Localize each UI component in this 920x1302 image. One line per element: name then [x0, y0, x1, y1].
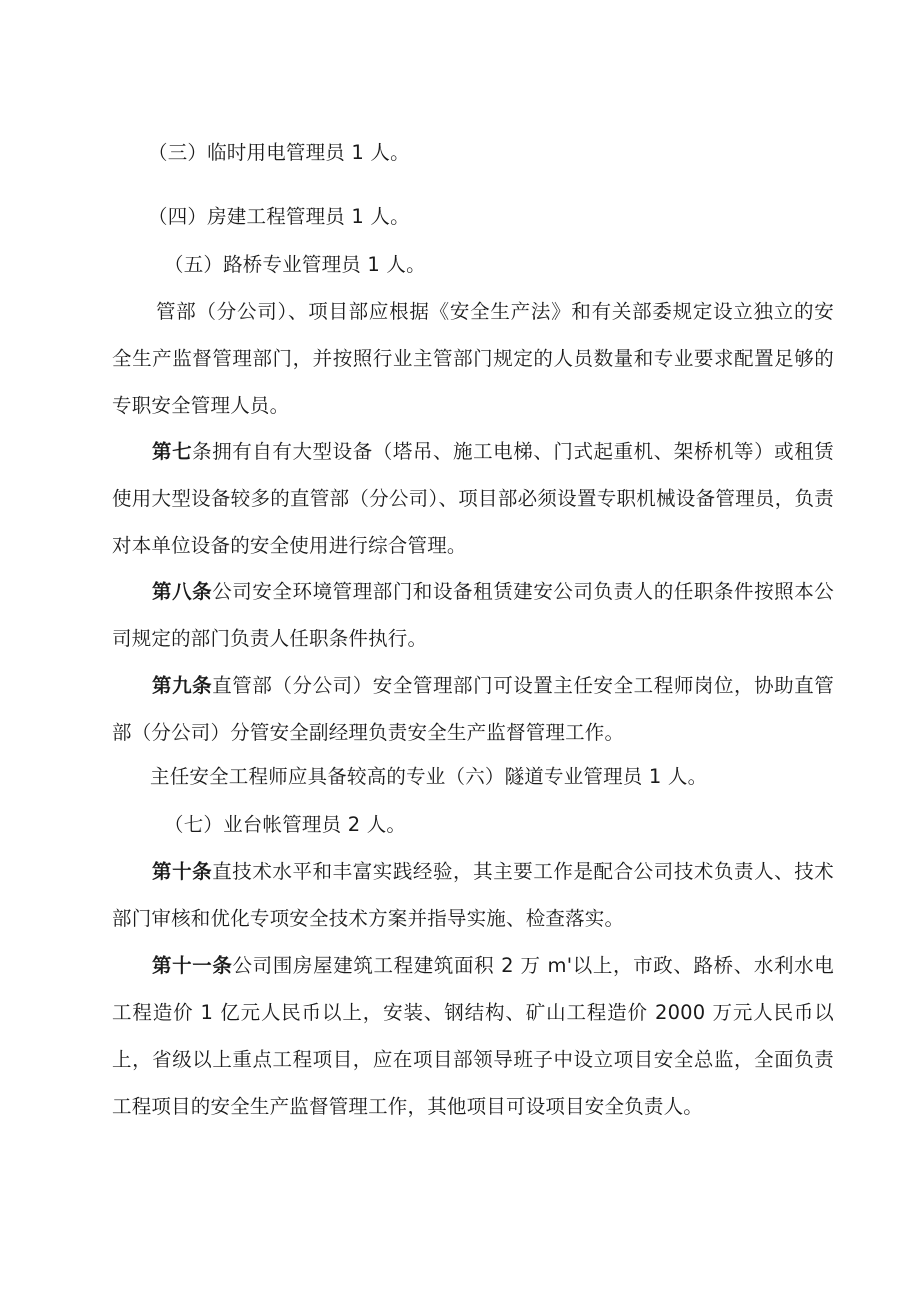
article-eight-heading: 第八条 [152, 580, 213, 603]
article-nine-heading: 第九条 [152, 674, 213, 697]
article-eleven-text: 公司围房屋建筑工程建筑面积 2 万 m'以上，市政、路桥、水利水电工程造价 1 亿元人民币以上，安装、钢结构、矿山工程造价 2000 万元人民币以上，省级以上重点工程项目，应在项目部领导班子中设立项目安全总监，全面负责工程项目的安全生产监督管理工作，其他项目可设项目安全负责人。 [112, 954, 834, 1118]
article-eleven-heading: 第十一条 [152, 954, 233, 977]
article-eleven [112, 942, 834, 1130]
article-ten-text: 直技术水平和丰富实践经验，其主要工作是配合公司技术负责人、技术部门审核和优化专项安全技术方案并指导实施、检查落实。 [112, 860, 834, 930]
article-nine [112, 662, 834, 756]
article-eight-text: 公司安全环境管理部门和设备租赁建安公司负责人的任职条件按照本公司规定的部门负责人任职条件执行。 [112, 580, 834, 650]
article-eight [112, 568, 834, 662]
article-seven-heading: 第七 [152, 440, 193, 463]
item-three-electric: （三）临时用电管理员 1 人。 [148, 141, 410, 164]
item-five-road-bridge: （五）路桥专业管理员 1 人。 [164, 253, 426, 276]
article-ten [112, 848, 834, 942]
paragraph-chief-engineer: 主任安全工程师应具备较高的专业（六）隧道专业管理员 1 人。 [150, 765, 708, 788]
article-seven-text: 条拥有自有大型设备（塔吊、施工电梯、门式起重机、架桥机等）或租赁使用大型设备较多的直管部（分公司）、项目部必须设置专职机械设备管理员，负责对本单位设备的安全使用进行综合管理。 [112, 440, 834, 557]
item-seven-ledger: （七）业台帐管理员 2 人。 [164, 813, 407, 836]
paragraph-safety-department: 管部（分公司）、项目部应根据《安全生产法》和有关部委规定设立独立的安全生产监督管理部门，并按照行业主管部门规定的人员数量和专业要求配置足够的专职安全管理人员。 [112, 300, 834, 417]
article-nine-text: 直管部（分公司）安全管理部门可设置主任安全工程师岗位，协助直管部（分公司）分管安全副经理负责安全生产监督管理工作。 [112, 674, 834, 744]
item-four-building: （四）房建工程管理员 1 人。 [148, 205, 410, 228]
article-ten-heading: 第十条 [152, 860, 213, 883]
article-seven [112, 428, 834, 569]
